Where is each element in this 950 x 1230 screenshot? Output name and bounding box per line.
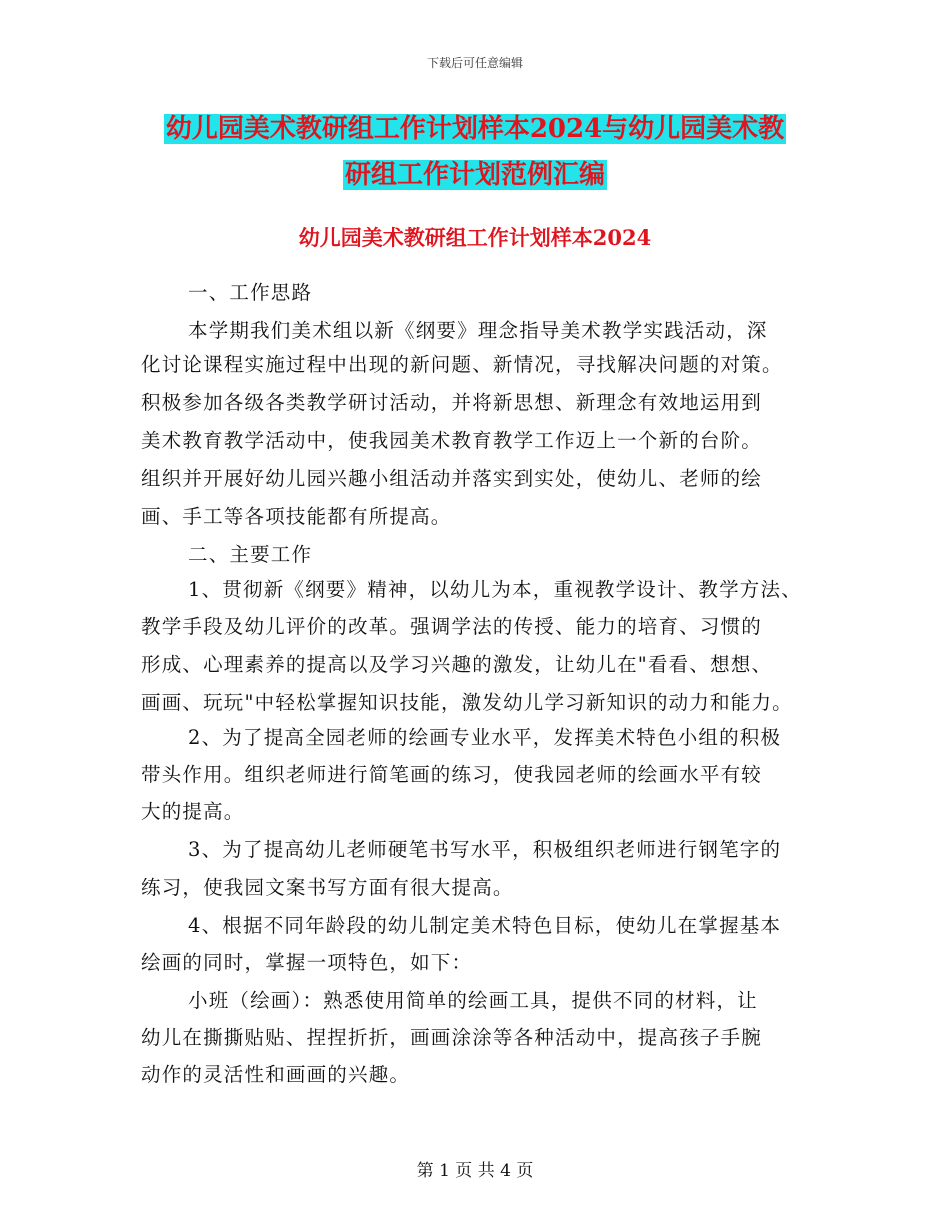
paragraph-line: 教学手段及幼儿评价的改革。强调学法的传授、能力的培育、习惯的 [141,615,763,638]
paragraph-line: 化讨论课程实施过程中出现的新问题、新情况，寻找解决问题的对策。 [141,353,783,376]
paragraph-line: 美术教育教学活动中，使我园美术教育教学工作迈上一个新的台阶。 [141,429,763,452]
paragraph-line: 绘画的同时，掌握一项特色，如下： [141,951,473,974]
paragraph-line: 3、为了提高幼儿老师硬笔书写水平，积极组织老师进行钢笔字的 [188,838,782,861]
paragraph-line: 幼儿在撕撕贴贴、捏捏折折，画画涂涂等各种活动中，提高孩子手腕 [141,1026,763,1049]
title-highlight: 幼儿园美术教研组工作计划样本2024与幼儿园美术教 [165,114,785,144]
paragraph-line: 画画、玩玩"中轻松掌握知识技能，激发幼儿学习新知识的动力和能力。 [141,691,793,714]
header-note: 下载后可任意编辑 [426,56,523,70]
paragraph-line: 动作的灵活性和画画的兴趣。 [141,1063,411,1086]
title-highlight: 研组工作计划范例汇编 [344,160,605,190]
paragraph-line: 组织并开展好幼儿园兴趣小组活动并落实到实处，使幼儿、老师的绘 [141,467,763,490]
paragraph-line: 大的提高。 [141,800,245,823]
paragraph-line: 1、贯彻新《纲要》精神，以幼儿为本，重视教学设计、教学方法、 [188,578,802,601]
paragraph-line: 带头作用。组织老师进行简笔画的练习，使我园老师的绘画水平有较 [141,763,763,786]
paragraph-line: 练习，使我园文案书写方面有很大提高。 [141,876,514,899]
section-title: 幼儿园美术教研组工作计划样本2024 [298,225,652,250]
paragraph-line: 画、手工等各项技能都有所提高。 [141,505,452,528]
page-footer: 第 1 页 共 4 页 [416,1161,534,1181]
paragraph-line: 小班（绘画）：熟悉使用简单的绘画工具，提供不同的材料，让 [188,989,758,1012]
heading-work-ideas: 一、工作思路 [188,281,313,304]
document-title-line-2 [0,156,950,194]
heading-main-work: 二、主要工作 [188,543,313,566]
paragraph-line: 4、根据不同年龄段的幼儿制定美术特色目标，使幼儿在掌握基本 [188,914,782,937]
document-title-line-1 [0,110,950,148]
paragraph-line: 2、为了提高全园老师的绘画专业水平，发挥美术特色小组的积极 [188,726,782,749]
paragraph-line: 本学期我们美术组以新《纲要》理念指导美术教学实践活动，深 [188,319,768,342]
paragraph-line: 形成、心理素养的提高以及学习兴趣的激发，让幼儿在"看看、想想、 [141,653,773,676]
paragraph-line: 积极参加各级各类教学研讨活动，并将新思想、新理念有效地运用到 [141,391,763,414]
